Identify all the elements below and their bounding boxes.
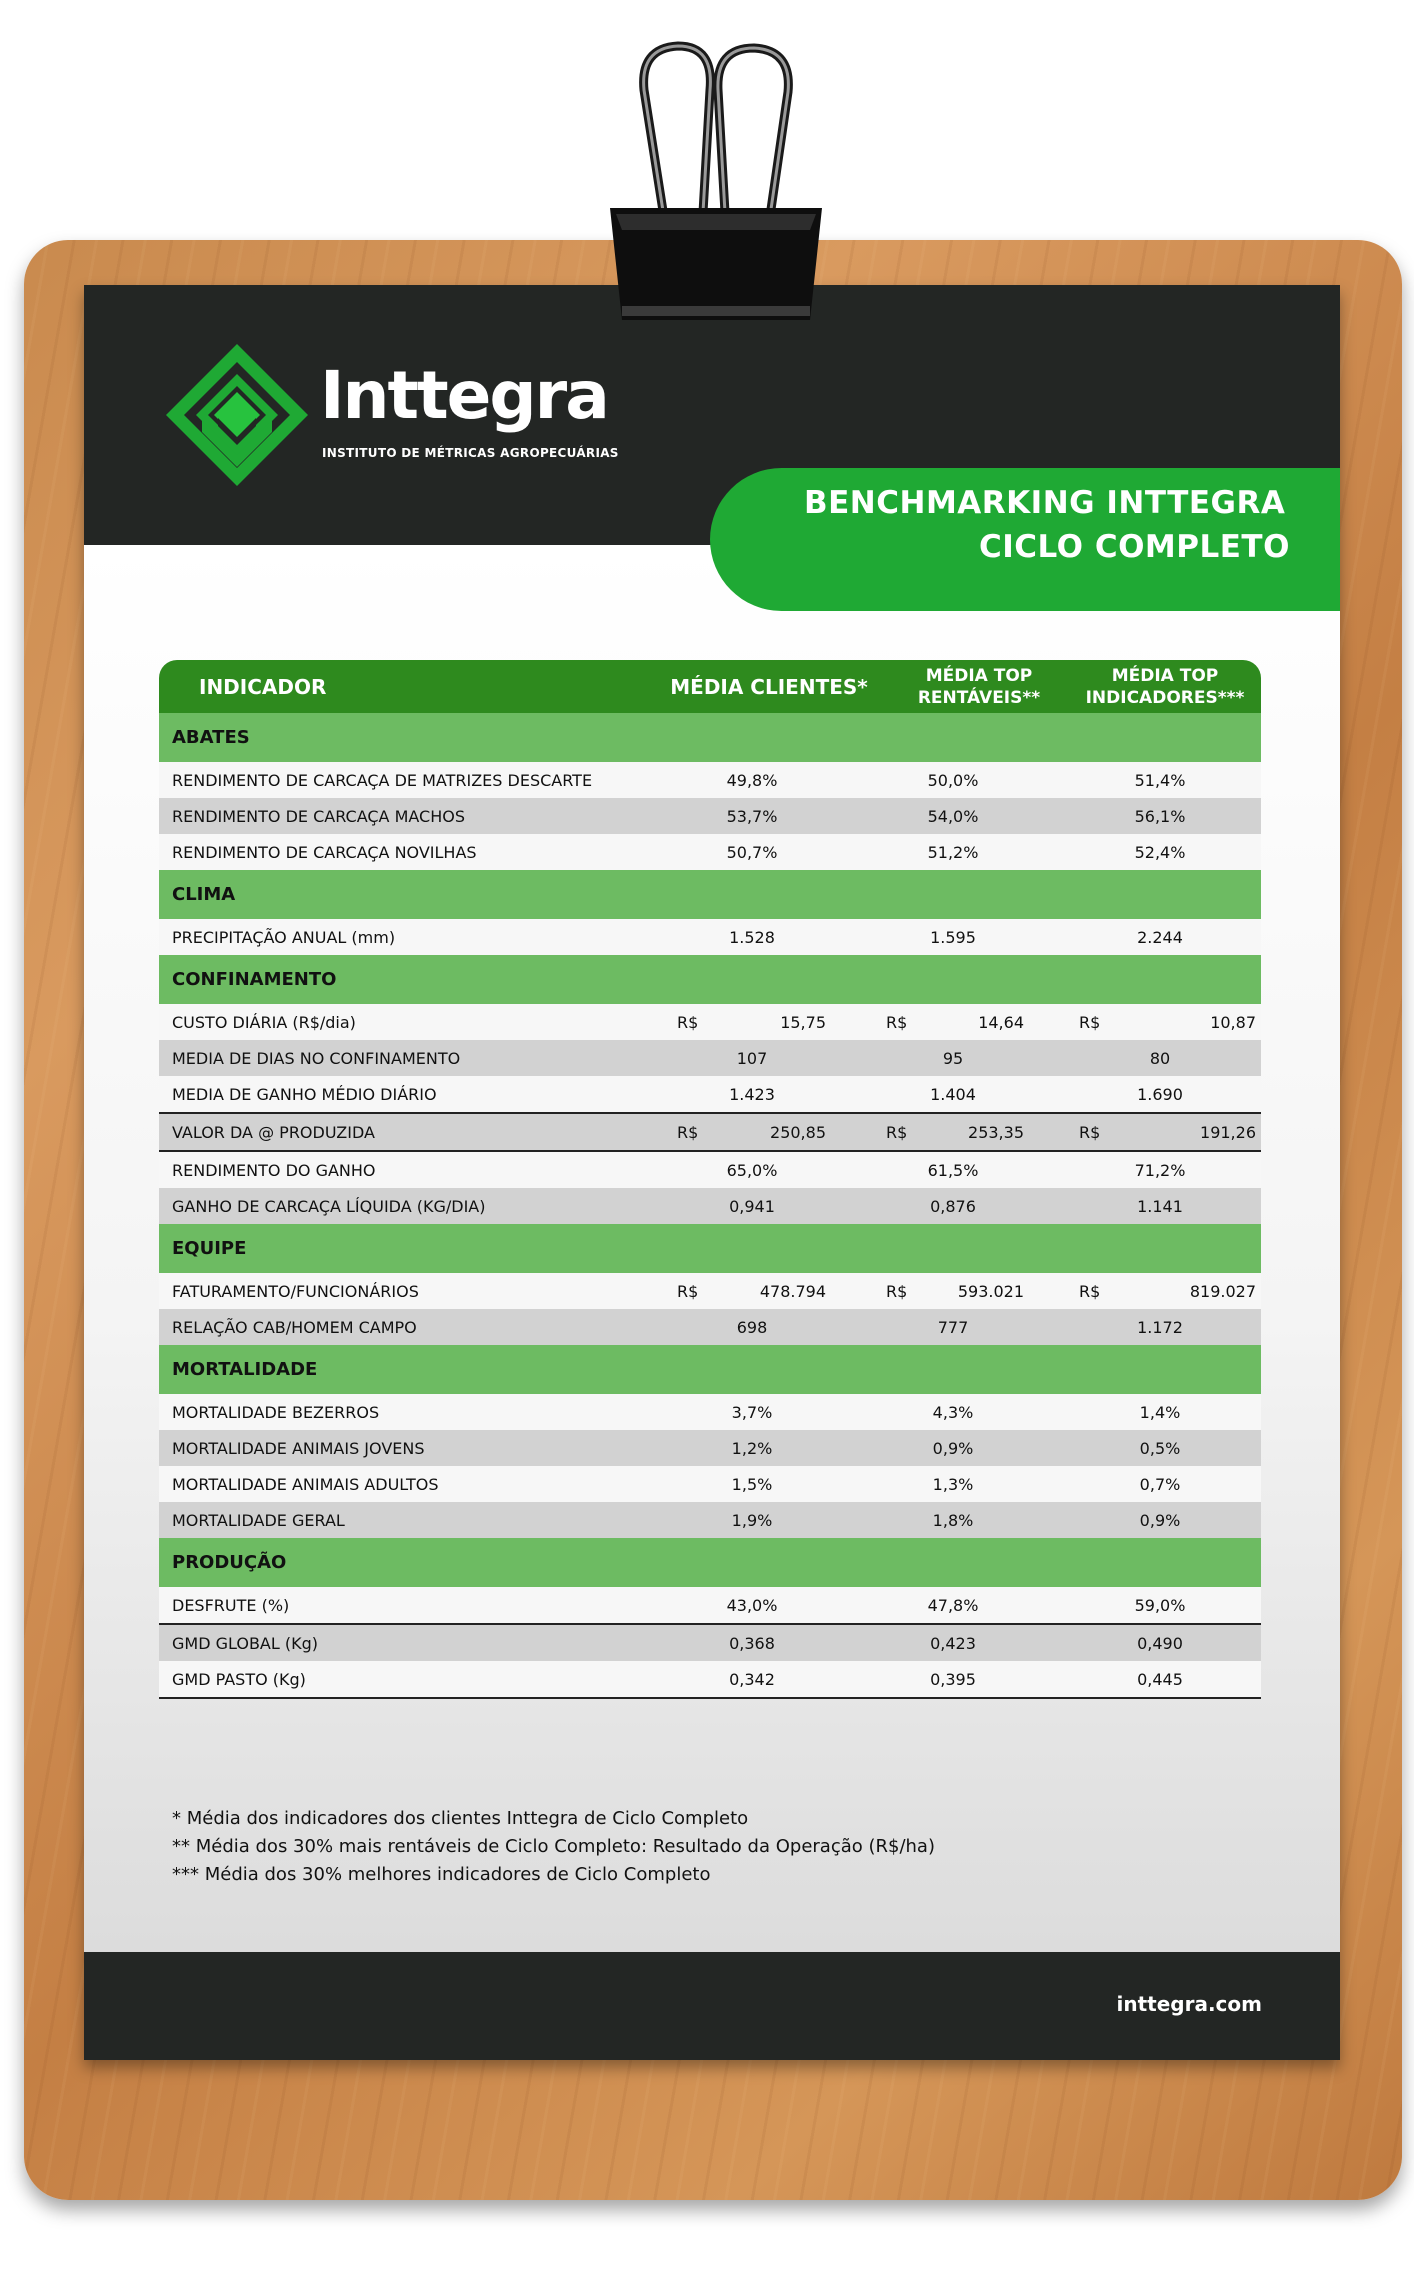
row-label: GMD GLOBAL (Kg) xyxy=(172,1633,318,1653)
value-cell: 3,7% xyxy=(731,1402,773,1422)
section-header: CONFINAMENTO xyxy=(159,955,1261,1004)
table-row xyxy=(159,1188,1261,1224)
footnote: *** Média dos 30% melhores indicadores de Ciclo Completo xyxy=(172,1864,711,1885)
value-cell: 1.595 xyxy=(930,927,976,947)
value-cell: 51,4% xyxy=(1134,770,1186,790)
table-body xyxy=(159,713,1261,1697)
value-cell: 59,0% xyxy=(1134,1595,1186,1615)
value-cell: 1,2% xyxy=(731,1438,773,1458)
value-cell: 0,423 xyxy=(930,1633,976,1653)
table-row xyxy=(159,1502,1261,1538)
value-cell: 49,8% xyxy=(726,770,778,790)
value-cell: 0,9% xyxy=(932,1438,974,1458)
brand-subtitle: INSTITUTO DE MÉTRICAS AGROPECUÁRIAS xyxy=(322,446,619,460)
row-label: PRECIPITAÇÃO ANUAL (mm) xyxy=(172,927,396,947)
section-header: MORTALIDADE xyxy=(159,1345,1261,1394)
value-cell: 80 xyxy=(1149,1048,1171,1068)
row-label: RENDIMENTO DE CARCAÇA NOVILHAS xyxy=(172,842,477,862)
table-row xyxy=(159,1394,1261,1430)
row-label: MEDIA DE GANHO MÉDIO DIÁRIO xyxy=(172,1084,437,1104)
value-cell: 253,35 xyxy=(968,1122,1024,1142)
table-row xyxy=(159,1040,1261,1076)
table-row xyxy=(159,1004,1261,1040)
currency-symbol: R$ xyxy=(1079,1122,1101,1142)
value-cell: 1,4% xyxy=(1139,1402,1181,1422)
value-cell: 819.027 xyxy=(1189,1281,1256,1301)
value-cell: 14,64 xyxy=(978,1012,1024,1032)
table-row xyxy=(159,1273,1261,1309)
column-header-indicador: INDICADOR xyxy=(199,674,327,699)
value-cell: 1.423 xyxy=(729,1084,775,1104)
value-cell: 43,0% xyxy=(726,1595,778,1615)
value-cell: 0,395 xyxy=(930,1669,976,1689)
value-cell: 0,342 xyxy=(729,1669,775,1689)
value-cell: 0,5% xyxy=(1139,1438,1181,1458)
table-row xyxy=(159,1150,1261,1188)
value-cell: 51,2% xyxy=(927,842,979,862)
row-label: MORTALIDADE BEZERROS xyxy=(172,1402,380,1422)
table-row xyxy=(159,1112,1261,1150)
row-label: DESFRUTE (%) xyxy=(172,1595,290,1615)
value-cell: 0,490 xyxy=(1137,1633,1183,1653)
value-cell: 1.528 xyxy=(729,927,775,947)
value-cell: 1.141 xyxy=(1137,1196,1183,1216)
page-title-line2: CICLO COMPLETO xyxy=(979,529,1290,565)
value-cell: 53,7% xyxy=(726,806,778,826)
currency-symbol: R$ xyxy=(677,1122,699,1142)
section-header: EQUIPE xyxy=(159,1224,1261,1273)
footnote: * Média dos indicadores dos clientes Inttegra de Ciclo Completo xyxy=(172,1808,749,1829)
value-cell: 4,3% xyxy=(932,1402,974,1422)
row-label: RELAÇÃO CAB/HOMEM CAMPO xyxy=(172,1317,417,1337)
value-cell: 0,876 xyxy=(930,1196,976,1216)
table-row xyxy=(159,1587,1261,1623)
table-row xyxy=(159,1076,1261,1112)
value-cell: 65,0% xyxy=(726,1160,778,1180)
table-row xyxy=(159,919,1261,955)
value-cell: 593.021 xyxy=(957,1281,1024,1301)
section-header: CLIMA xyxy=(159,870,1261,919)
value-cell: 250,85 xyxy=(770,1122,826,1142)
row-label: FATURAMENTO/FUNCIONÁRIOS xyxy=(172,1281,419,1301)
row-label: MORTALIDADE ANIMAIS ADULTOS xyxy=(172,1474,439,1494)
value-cell: 1.404 xyxy=(930,1084,976,1104)
page-title-line1: BENCHMARKING INTTEGRA xyxy=(804,485,1286,521)
value-cell: 0,445 xyxy=(1137,1669,1183,1689)
value-cell: 10,87 xyxy=(1210,1012,1256,1032)
table-header xyxy=(159,660,1261,713)
value-cell: 2.244 xyxy=(1137,927,1183,947)
row-label: VALOR DA @ PRODUZIDA xyxy=(172,1122,375,1142)
value-cell: 1.690 xyxy=(1137,1084,1183,1104)
value-cell: 1,9% xyxy=(731,1510,773,1530)
value-cell: 0,941 xyxy=(729,1196,775,1216)
value-cell: 698 xyxy=(736,1317,768,1337)
value-cell: 0,368 xyxy=(729,1633,775,1653)
table-row xyxy=(159,762,1261,798)
column-header-top-rentaveis: MÉDIA TOP RENTÁVEIS** xyxy=(917,665,1041,708)
value-cell: 56,1% xyxy=(1134,806,1186,826)
value-cell: 52,4% xyxy=(1134,842,1186,862)
value-cell: 95 xyxy=(942,1048,964,1068)
value-cell: 1,8% xyxy=(932,1510,974,1530)
column-header-top-indicadores: MÉDIA TOP INDICADORES*** xyxy=(1085,665,1245,708)
table-row xyxy=(159,1466,1261,1502)
currency-symbol: R$ xyxy=(677,1281,699,1301)
value-cell: 15,75 xyxy=(780,1012,826,1032)
value-cell: 47,8% xyxy=(927,1595,979,1615)
row-label: RENDIMENTO DO GANHO xyxy=(172,1160,376,1180)
footnotes xyxy=(172,1805,935,1889)
value-cell: 478.794 xyxy=(759,1281,826,1301)
brand-name: Inttegra xyxy=(320,357,608,434)
row-label: RENDIMENTO DE CARCAÇA MACHOS xyxy=(172,806,465,826)
table-row xyxy=(159,1309,1261,1345)
section-header: PRODUÇÃO xyxy=(159,1538,1261,1587)
value-cell: 71,2% xyxy=(1134,1160,1186,1180)
benchmark-table xyxy=(159,660,1261,1699)
section-header: ABATES xyxy=(159,713,1261,762)
value-cell: 1.172 xyxy=(1137,1317,1183,1337)
currency-symbol: R$ xyxy=(886,1122,908,1142)
row-label: GMD PASTO (Kg) xyxy=(172,1669,306,1689)
binder-clip-icon xyxy=(606,30,826,330)
value-cell: 777 xyxy=(937,1317,969,1337)
value-cell: 0,9% xyxy=(1139,1510,1181,1530)
footer-band xyxy=(84,1952,1340,2060)
value-cell: 54,0% xyxy=(927,806,979,826)
currency-symbol: R$ xyxy=(1079,1281,1101,1301)
table-row xyxy=(159,1661,1261,1697)
value-cell: 61,5% xyxy=(927,1160,979,1180)
row-label: MEDIA DE DIAS NO CONFINAMENTO xyxy=(172,1048,461,1068)
currency-symbol: R$ xyxy=(1079,1012,1101,1032)
currency-symbol: R$ xyxy=(886,1012,908,1032)
value-cell: 50,0% xyxy=(927,770,979,790)
row-label: MORTALIDADE ANIMAIS JOVENS xyxy=(172,1438,425,1458)
table-bottom-rule xyxy=(159,1697,1261,1699)
value-cell: 50,7% xyxy=(726,842,778,862)
website-link[interactable]: inttegra.com xyxy=(1116,1992,1262,2016)
value-cell: 0,7% xyxy=(1139,1474,1181,1494)
table-row xyxy=(159,834,1261,870)
value-cell: 191,26 xyxy=(1200,1122,1256,1142)
row-label: CUSTO DIÁRIA (R$/dia) xyxy=(172,1012,356,1032)
column-header-media-clientes: MÉDIA CLIENTES* xyxy=(670,674,868,699)
footnote: ** Média dos 30% mais rentáveis de Ciclo Completo: Resultado da Operação (R$/ha) xyxy=(172,1836,935,1857)
value-cell: 1,3% xyxy=(932,1474,974,1494)
value-cell: 107 xyxy=(736,1048,768,1068)
value-cell: 1,5% xyxy=(731,1474,773,1494)
currency-symbol: R$ xyxy=(677,1012,699,1032)
table-row xyxy=(159,1623,1261,1661)
row-label: MORTALIDADE GERAL xyxy=(172,1510,345,1530)
currency-symbol: R$ xyxy=(886,1281,908,1301)
row-label: GANHO DE CARCAÇA LÍQUIDA (KG/DIA) xyxy=(172,1196,486,1216)
inttegra-diamond-logo-icon xyxy=(162,340,312,490)
table-row xyxy=(159,798,1261,834)
row-label: RENDIMENTO DE CARCAÇA DE MATRIZES DESCARTE xyxy=(172,770,593,790)
table-row xyxy=(159,1430,1261,1466)
document-page xyxy=(84,285,1340,2060)
